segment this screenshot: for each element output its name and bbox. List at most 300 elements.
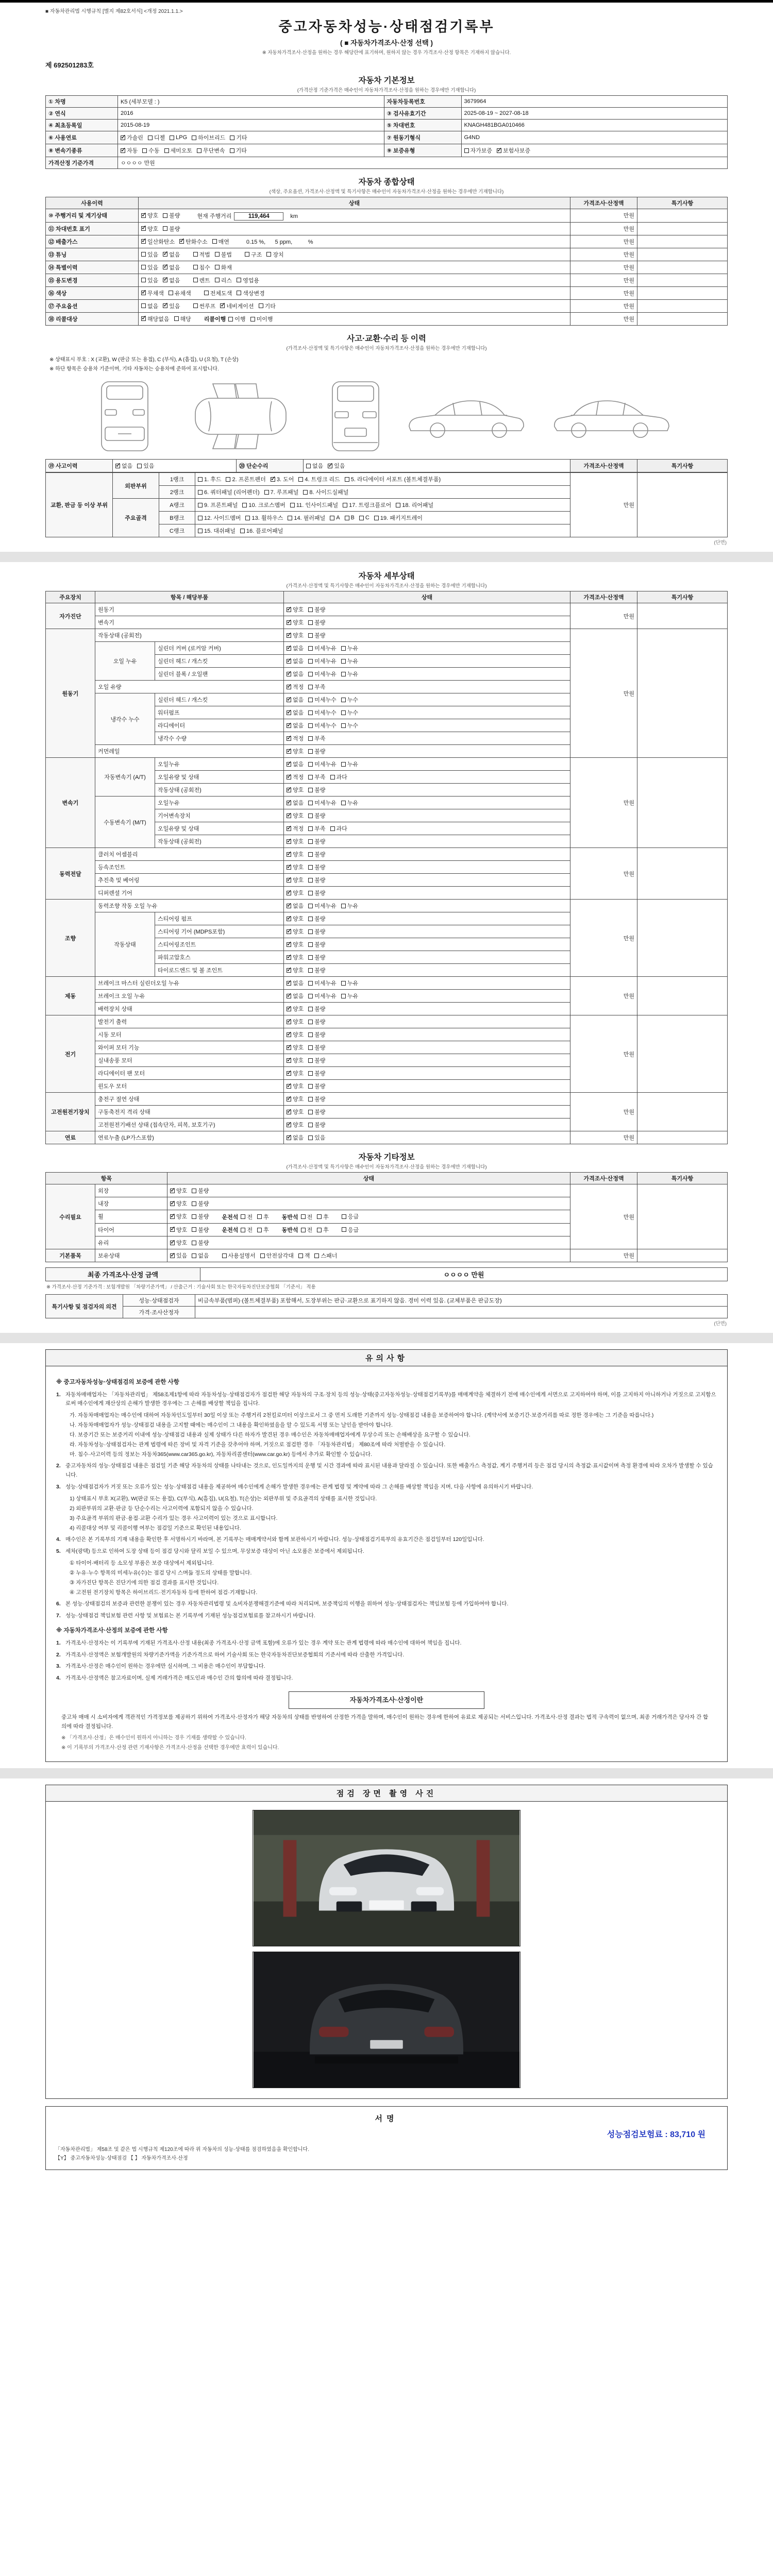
row-label: ⑱ 리콜대상 (46, 312, 139, 326)
checkbox-label: 없음 (147, 303, 159, 310)
accident-history-title: 사고·교환·수리 등 이력 (347, 334, 426, 343)
checkbox-불량[interactable] (308, 1095, 325, 1103)
checkbox-자동[interactable] (121, 146, 138, 155)
state-cell (139, 235, 570, 248)
checkbox-있음[interactable] (328, 462, 345, 470)
checkbox-양호[interactable] (287, 966, 304, 974)
checkbox-A[interactable] (330, 515, 340, 521)
checkbox-양호[interactable] (287, 863, 304, 871)
checkbox-box (287, 801, 291, 805)
checkbox-없음[interactable] (287, 760, 304, 768)
checkbox-box (359, 516, 364, 520)
checkbox-적정[interactable] (287, 734, 304, 742)
checkbox-유채색[interactable] (169, 289, 191, 297)
checkbox-불량[interactable] (308, 1082, 325, 1090)
checkbox-누수[interactable] (341, 721, 358, 730)
checkbox-없음[interactable] (141, 302, 158, 310)
checkbox-box (287, 1136, 291, 1140)
item-label: 동력조향 작동 오일 누유 (95, 900, 284, 912)
checkbox-네비게이션[interactable] (220, 302, 254, 310)
checkbox-있음[interactable] (141, 276, 158, 284)
checkbox-있음[interactable] (137, 462, 154, 470)
checkbox-응급[interactable] (342, 1226, 359, 1234)
checkbox-양호[interactable] (287, 1108, 304, 1116)
checkbox-있음[interactable] (163, 302, 180, 310)
checkbox-미세누유[interactable] (308, 657, 337, 665)
checkbox-누유[interactable] (341, 992, 358, 1000)
price-cell: 만원 (570, 235, 637, 248)
item-label: 실린더 커버 (로커암 커버) (155, 642, 284, 655)
checkbox-15. 대쉬패널[interactable] (198, 527, 236, 535)
checkbox-자가보증[interactable] (464, 146, 493, 155)
checkbox-미세누유[interactable] (308, 992, 337, 1000)
remark-column-header: 특기사항 (637, 591, 728, 603)
table-row (46, 312, 728, 326)
checkbox-적정[interactable] (287, 773, 304, 781)
checkbox-후[interactable] (317, 1226, 329, 1234)
checkbox-불량[interactable] (308, 605, 325, 614)
checkbox-사용설명서[interactable] (222, 1251, 256, 1260)
checkbox-불량[interactable] (308, 1030, 325, 1039)
checkbox-불량[interactable] (308, 1108, 325, 1116)
checkbox-누유[interactable] (341, 670, 358, 678)
checkbox-불량[interactable] (308, 631, 325, 639)
checkbox-label: 불량 (314, 1045, 326, 1051)
final-price-label: 최종 가격조사·산정 금액 (46, 1268, 200, 1281)
checkbox-box (287, 904, 291, 908)
checkbox-box (308, 994, 313, 998)
checkbox-16. 플로어패널[interactable] (240, 527, 283, 535)
rank-label: C랭크 (159, 524, 195, 537)
checkbox-매연[interactable] (212, 238, 229, 246)
checkbox-label: 불량 (314, 929, 326, 935)
checkbox-세미오토[interactable] (164, 146, 193, 155)
checkbox-box (287, 710, 291, 715)
checkbox-불량[interactable] (308, 1056, 325, 1064)
checkbox-없음[interactable] (306, 462, 323, 470)
checkbox-불량[interactable] (308, 850, 325, 858)
checkbox-기타[interactable] (230, 146, 247, 155)
checkbox-label: 10. 크로스멤버 (248, 502, 285, 509)
checkbox-label: 양호 (293, 1083, 304, 1090)
checkbox-불량[interactable] (308, 747, 325, 755)
checkbox-이행[interactable] (228, 315, 245, 323)
checkbox-불량[interactable] (308, 1005, 325, 1013)
checkbox-해당없음[interactable] (141, 315, 170, 323)
checkbox-불량[interactable] (308, 811, 325, 820)
item-label: 라디에이터 (155, 719, 284, 732)
checkbox-box (497, 148, 501, 153)
notice-subitems (70, 1495, 717, 1533)
checkbox-미세누수[interactable] (308, 696, 337, 704)
checkbox-양호[interactable] (170, 1187, 187, 1195)
checkbox-누유[interactable] (341, 644, 358, 652)
checkbox-불량[interactable] (308, 863, 325, 871)
base-price-value: ㅇㅇㅇㅇ 만원 (118, 157, 728, 169)
checkbox-리스[interactable] (215, 276, 232, 284)
checkbox-불량[interactable] (192, 1199, 209, 1208)
checkbox-box (141, 316, 146, 321)
checkbox-양호[interactable] (170, 1212, 187, 1221)
checkbox-box (141, 265, 146, 269)
checkbox-양호[interactable] (287, 1018, 304, 1026)
checkbox-box (242, 503, 247, 507)
notice-subitem: 2) 외판부위의 교환·판금 등 단순수리는 사고이력에 포함되지 않을 수 있습니다. (70, 1505, 254, 1512)
checkbox-양호[interactable] (287, 605, 304, 614)
checkbox-label: 미세누수 (314, 710, 337, 716)
checkbox-8. 사이드실패널[interactable] (303, 488, 348, 496)
checkbox-불량[interactable] (308, 876, 325, 884)
checkbox-없음[interactable] (287, 696, 304, 704)
checkbox-17. 트렁크플로어[interactable] (343, 501, 391, 509)
checkbox-box (170, 135, 174, 140)
checkbox-label: 적정 (293, 774, 304, 781)
checkbox-양호[interactable] (287, 1030, 304, 1039)
checkbox-LPG[interactable] (170, 134, 187, 141)
checkbox-양호[interactable] (287, 811, 304, 820)
price-column-header: 가격조사·산정액 (570, 1173, 637, 1184)
checkbox-없음[interactable] (287, 979, 304, 987)
checkbox-부족[interactable] (308, 773, 325, 781)
checkbox-불량[interactable] (163, 211, 180, 219)
checkbox-누유[interactable] (341, 902, 358, 910)
checkbox-가솔린[interactable] (121, 133, 143, 142)
checkbox-group (141, 263, 185, 272)
checkbox-양호[interactable] (287, 953, 304, 961)
checkbox-누수[interactable] (341, 708, 358, 717)
checkbox-양호[interactable] (170, 1226, 187, 1234)
state-cell (284, 796, 570, 809)
checkbox-디젤[interactable] (148, 133, 165, 142)
checkbox-없음[interactable] (287, 992, 304, 1000)
checkbox-전[interactable] (301, 1213, 313, 1221)
checkbox-양호[interactable] (287, 618, 304, 626)
checkbox-없음[interactable] (287, 721, 304, 730)
checkbox-불량[interactable] (308, 1018, 325, 1026)
checkbox-기타[interactable] (259, 302, 276, 310)
checkbox-있음[interactable] (141, 263, 158, 272)
checkbox-수동[interactable] (142, 146, 159, 155)
checkbox-4. 트렁크 리드[interactable] (298, 475, 340, 483)
price-cell: 만원 (570, 312, 637, 326)
checkbox-누유[interactable] (341, 799, 358, 807)
checkbox-label: 불법 (221, 251, 232, 258)
checkbox-양호[interactable] (287, 940, 304, 948)
checkbox-미세누유[interactable] (308, 670, 337, 678)
checkbox-box (287, 1110, 291, 1114)
checkbox-장치[interactable] (266, 250, 283, 259)
checkbox-없음[interactable] (287, 644, 304, 652)
checkbox-과다[interactable] (330, 824, 347, 833)
checkbox-양호[interactable] (287, 914, 304, 923)
checkbox-1. 후드[interactable] (198, 475, 221, 483)
page-gap-divider (0, 552, 773, 562)
checkbox-18. 리어패널[interactable] (396, 501, 433, 509)
remark-cell (637, 222, 728, 235)
checkbox-없음[interactable] (115, 462, 132, 470)
checkbox-양호[interactable] (287, 1095, 304, 1103)
state-cell (284, 1003, 570, 1015)
checkbox-box (287, 788, 291, 792)
row-label: ⑫ 배출가스 (46, 235, 139, 248)
checkbox-box (341, 710, 346, 715)
checkbox-box (308, 736, 313, 741)
checkbox-5. 라디에이터 서포트 (볼트체결부품)[interactable] (345, 475, 441, 483)
checkbox-응급[interactable] (342, 1212, 359, 1221)
checkbox-불량[interactable] (308, 618, 325, 626)
checkbox-6. 쿼터패널 (리어펜더)[interactable] (198, 488, 260, 496)
checkbox-썬루프[interactable] (193, 302, 216, 310)
checkbox-미세누유[interactable] (308, 979, 337, 987)
checkbox-box (215, 252, 220, 257)
checkbox-전[interactable] (241, 1226, 253, 1234)
checkbox-적법[interactable] (193, 250, 210, 259)
checkbox-11. 인사이드패널[interactable] (290, 501, 338, 509)
table-row (46, 209, 728, 223)
checkbox-box (222, 1253, 227, 1258)
remark-cell (637, 758, 728, 848)
checkbox-2. 프론트펜더[interactable] (226, 475, 265, 483)
checkbox-누유[interactable] (341, 760, 358, 768)
checkbox-양호[interactable] (287, 927, 304, 936)
checkbox-label: 불량 (169, 226, 180, 232)
checkbox-후[interactable] (257, 1213, 269, 1221)
checkbox-부족[interactable] (308, 683, 325, 691)
checkbox-label: 양호 (293, 749, 304, 755)
checkbox-후[interactable] (317, 1213, 329, 1221)
checkbox-12. 사이드멤버[interactable] (198, 514, 241, 522)
checkbox-7. 루프패널[interactable] (264, 488, 299, 496)
state-cell (139, 286, 570, 299)
checkbox-탄화수소[interactable] (179, 238, 208, 246)
checkbox-스패너[interactable] (314, 1251, 337, 1260)
checkbox-있음[interactable] (308, 1133, 325, 1142)
checkbox-label: 누유 (347, 993, 359, 999)
checkbox-불량[interactable] (192, 1226, 209, 1234)
checkbox-렌트[interactable] (193, 276, 210, 284)
checkbox-불량[interactable] (308, 940, 325, 948)
accident-history-state (113, 460, 237, 472)
confirmation-line: 「자동차관리법」 제58조 및 같은 법 시행규칙 제120조에 따라 위 자동차의 성능·상태를 점검하였음을 확인합니다. (55, 2146, 309, 2153)
checkbox-없음[interactable] (163, 276, 180, 284)
checkbox-box (193, 252, 198, 257)
checkbox-불량[interactable] (308, 1043, 325, 1052)
checkbox-B[interactable] (345, 515, 355, 521)
checkbox-불량[interactable] (308, 966, 325, 974)
price-cell: 만원 (570, 1131, 637, 1144)
checkbox-불량[interactable] (308, 837, 325, 845)
checkbox-미세누유[interactable] (308, 799, 337, 807)
checkbox-label: 침수 (199, 264, 210, 271)
checkbox-누수[interactable] (341, 696, 358, 704)
car-top-diagram (171, 378, 310, 455)
item-label: 유리 (95, 1236, 167, 1249)
checkbox-box (308, 852, 313, 857)
checkbox-없음[interactable] (287, 670, 304, 678)
engine-type-value: G4ND (461, 131, 728, 144)
checkbox-label: 양호 (293, 852, 304, 858)
checkbox-label: 후 (323, 1214, 329, 1221)
checkbox-양호[interactable] (287, 1121, 304, 1129)
checkbox-양호[interactable] (287, 1043, 304, 1052)
checkbox-box (226, 477, 230, 482)
checkbox-box (287, 1084, 291, 1089)
checkbox-없음[interactable] (287, 902, 304, 910)
checkbox-불량[interactable] (192, 1187, 209, 1195)
state-cell (167, 1184, 570, 1197)
rank-label: 1랭크 (159, 473, 195, 486)
item-label: 고전원전기배선 상태 (접속단자, 피복, 보호기구) (95, 1118, 284, 1131)
checkbox-box (308, 723, 313, 728)
checkbox-label: 불량 (198, 1240, 209, 1246)
checkbox-불량[interactable] (163, 225, 180, 233)
checkbox-양호[interactable] (141, 211, 158, 219)
checkbox-양호[interactable] (287, 837, 304, 845)
checkbox-잭[interactable] (298, 1251, 310, 1260)
checkbox-불량[interactable] (308, 914, 325, 923)
checkbox-불량[interactable] (308, 1069, 325, 1077)
checkbox-불량[interactable] (308, 927, 325, 936)
checkbox-있음[interactable] (170, 1251, 187, 1260)
checkbox-13. 휠하우스[interactable] (245, 514, 283, 522)
checkbox-안전삼각대[interactable] (260, 1251, 294, 1260)
checkbox-해당[interactable] (174, 315, 191, 323)
checkbox-없음[interactable] (287, 657, 304, 665)
device-label: 조향 (46, 900, 95, 977)
checkbox-양호[interactable] (141, 225, 158, 233)
checkbox-box (308, 646, 313, 651)
checkbox-없음[interactable] (163, 250, 180, 259)
checkbox-무단변속[interactable] (197, 146, 225, 155)
device-label: 연료 (46, 1131, 95, 1144)
checkbox-미세누유[interactable] (308, 902, 337, 910)
checkbox-label: 있음 (147, 277, 159, 284)
notice-subitems (70, 1411, 717, 1459)
checkbox-label: 4. 트렁크 리드 (305, 477, 340, 483)
checkbox-양호[interactable] (287, 631, 304, 639)
checkbox-양호[interactable] (287, 747, 304, 755)
row-label: ⑰ 주요옵션 (46, 299, 139, 312)
checkbox-하이브리드[interactable] (192, 133, 225, 142)
rank-items (195, 486, 570, 499)
checkbox-영업용[interactable] (237, 276, 259, 284)
checkbox-전[interactable] (241, 1213, 253, 1221)
checkbox-box (264, 490, 269, 495)
checkbox-불량[interactable] (192, 1239, 209, 1247)
checkbox-후[interactable] (257, 1226, 269, 1234)
state-cell (284, 964, 570, 977)
checkbox-화재[interactable] (215, 263, 232, 272)
checkbox-불량[interactable] (308, 953, 325, 961)
checkbox-box (204, 291, 209, 295)
checkbox-양호[interactable] (287, 1005, 304, 1013)
checkbox-누유[interactable] (341, 979, 358, 987)
checkbox-box (287, 1020, 291, 1024)
notice-item-text: 가격조사·산정은 매수인이 원하는 경우에만 실시하며, 그 비용은 매수인이 부담합니다. (65, 1663, 265, 1670)
document-number: 제 692501283호 (45, 61, 94, 69)
checkbox-구조[interactable] (245, 250, 262, 259)
checkbox-없음[interactable] (287, 799, 304, 807)
checkbox-전[interactable] (301, 1226, 313, 1234)
checkbox-없음[interactable] (287, 1133, 304, 1142)
notice-item-text: 본 성능·상태점검의 보증과 관련한 분쟁이 있는 경우 자동차관리법령 및 소비자분쟁해결기준에 따라 처리되며, 보증책임의 이행을 위하여 성능·상태점검자는 책임보험 등에 가입하여야 합니다. (65, 1601, 509, 1607)
checkbox-3. 도어[interactable] (271, 475, 294, 483)
checkbox-미이행[interactable] (250, 315, 273, 323)
notice-item-text: 자동차매매업자는 「자동차관리법」 제58조제1항에 따라 자동차성능·상태점검자가 점검한 해당 자동차의 구조·장치 등의 성능·상태(중고자동차성능·상태점검기록부)를 매매계약을 체결하기 전에 매수인에게 서면으로 고지하여야 하며, 이를 고지하지 아니하거나 거짓으로 고지함으로써 매수인에게 재산상의 손해가 발생한 경우에는 그 손해를 배상할 책임을 집니다. (65, 1391, 716, 1407)
checkbox-미세누유[interactable] (308, 644, 337, 652)
checkbox-미세누수[interactable] (308, 708, 337, 717)
inspection-photos-body (46, 1802, 727, 2098)
checkbox-group (204, 289, 270, 298)
checkbox-19. 패키지트레이[interactable] (374, 514, 423, 522)
checkbox-9. 프론트패널[interactable] (198, 501, 238, 509)
checkbox-있음[interactable] (141, 250, 158, 259)
checkbox-기타[interactable] (230, 133, 247, 142)
checkbox-양호[interactable] (287, 1069, 304, 1077)
checkbox-label: 매연 (218, 239, 229, 245)
state-cell (284, 1080, 570, 1093)
item-label: 작동상태 (공회전) (95, 629, 284, 642)
checkbox-양호[interactable] (287, 1056, 304, 1064)
checkbox-과다[interactable] (330, 773, 347, 781)
checkbox-양호[interactable] (170, 1239, 187, 1247)
checkbox-색상변경[interactable] (237, 289, 265, 297)
checkbox-label: 불량 (314, 890, 326, 896)
checkbox-C[interactable] (359, 515, 369, 521)
checkbox-양호[interactable] (287, 876, 304, 884)
checkbox-없음[interactable] (192, 1251, 209, 1260)
checkbox-14. 필러패널[interactable] (288, 514, 325, 522)
checkbox-양호[interactable] (287, 889, 304, 897)
checkbox-group (141, 301, 185, 311)
state-cell (284, 912, 570, 925)
state-cell (284, 1041, 570, 1054)
checkbox-누유[interactable] (341, 657, 358, 665)
checkbox-미세누유[interactable] (308, 760, 337, 768)
checkbox-보험사보증[interactable] (497, 146, 530, 155)
checkbox-label: 해당없음 (147, 316, 170, 323)
checkbox-없음[interactable] (163, 263, 180, 272)
checkbox-불량[interactable] (308, 889, 325, 897)
checkbox-미세누수[interactable] (308, 721, 337, 730)
checkbox-label: 양호 (293, 865, 304, 871)
checkbox-침수[interactable] (193, 263, 210, 272)
price-cell: 만원 (570, 629, 637, 758)
checkbox-양호[interactable] (287, 850, 304, 858)
checkbox-양호[interactable] (287, 1082, 304, 1090)
checkbox-적정[interactable] (287, 824, 304, 833)
checkbox-일산화탄소[interactable] (141, 238, 175, 246)
checkbox-무채색[interactable] (141, 289, 164, 297)
engine-type-label: ⑦ 원동기형식 (384, 131, 461, 144)
table-row (46, 222, 728, 235)
checkbox-불량[interactable] (192, 1212, 209, 1221)
checkbox-불법[interactable] (215, 250, 232, 259)
checkbox-없음[interactable] (287, 708, 304, 717)
rank-items (195, 473, 570, 486)
checkbox-label: 부족 (314, 826, 326, 832)
checkbox-양호[interactable] (287, 786, 304, 794)
checkbox-10. 크로스멤버[interactable] (242, 501, 285, 509)
checkbox-불량[interactable] (308, 786, 325, 794)
checkbox-전체도색[interactable] (204, 289, 232, 297)
checkbox-불량[interactable] (308, 1121, 325, 1129)
checkbox-부족[interactable] (308, 824, 325, 833)
checkbox-양호[interactable] (170, 1199, 187, 1208)
checkbox-적정[interactable] (287, 683, 304, 691)
checkbox-label: 양호 (293, 1058, 304, 1064)
checkbox-부족[interactable] (308, 734, 325, 742)
